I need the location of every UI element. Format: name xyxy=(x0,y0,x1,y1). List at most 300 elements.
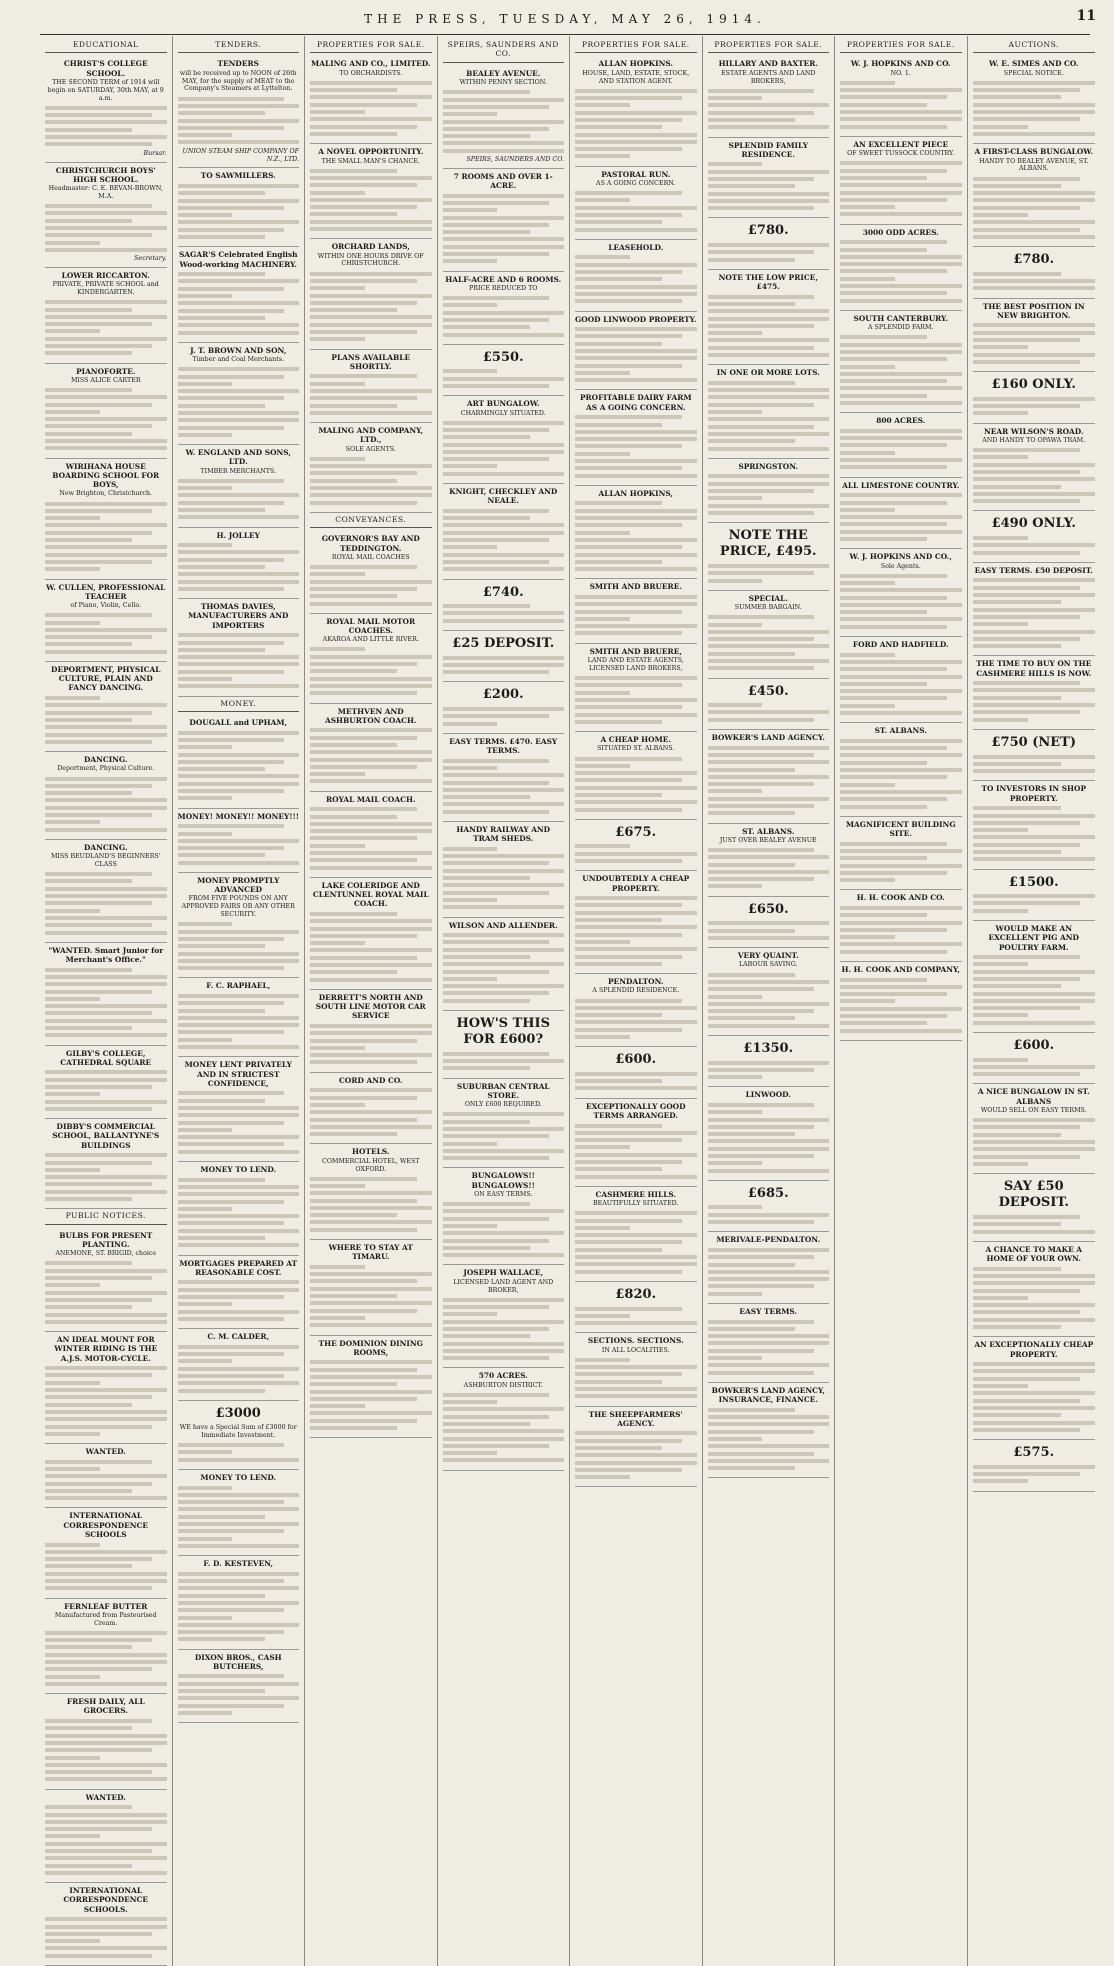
ad-title: BOWKER'S LAND AGENCY. xyxy=(711,733,825,743)
ad-signature: Secretary. xyxy=(134,255,167,263)
ad-title: VERY QUAINT. xyxy=(737,951,799,961)
ad-price: £600. xyxy=(1013,1038,1055,1054)
ad-body-text xyxy=(973,1362,1096,1432)
ad-title: ALL LIMESTONE COUNTRY. xyxy=(842,480,960,490)
advertisement xyxy=(310,239,432,349)
ad-body-text xyxy=(708,1061,830,1080)
ad-body: Sole Agents. xyxy=(880,562,921,570)
ad-body-text xyxy=(45,1543,167,1591)
ad-title: WIRIHANA HOUSE BOARDING SCHOOL FOR BOYS, xyxy=(52,461,160,490)
ad-body-text xyxy=(575,1124,697,1179)
ad-body-text xyxy=(575,327,697,382)
advertisement xyxy=(973,1084,1096,1174)
ad-body-text xyxy=(45,1070,167,1110)
ad-title: DANCING. xyxy=(83,755,128,765)
advertisement xyxy=(178,715,300,809)
ad-title: ST. ALBANS. xyxy=(742,826,795,836)
ad-body-text xyxy=(310,1177,432,1232)
masthead-title: THE PRESS, TUESDAY, MAY 26, 1914. xyxy=(364,12,766,26)
ad-body-text xyxy=(310,1360,432,1430)
ad-body-text xyxy=(708,243,830,262)
ad-price: £780. xyxy=(747,223,789,239)
advertisement xyxy=(45,268,167,364)
ad-body-text xyxy=(708,1408,830,1470)
ad-title: THE TIME TO BUY ON THE CASHMERE HILLS IS NOW. xyxy=(976,659,1092,678)
ad-body-text xyxy=(575,999,697,1039)
ad-body-text xyxy=(708,1320,830,1375)
advertisement xyxy=(178,1057,300,1162)
ad-body-text xyxy=(973,681,1096,721)
ad-title: METHVEN AND ASHBURTON COACH. xyxy=(324,706,417,725)
ad-body: COMMERCIAL HOTEL, WEST OXFORD. xyxy=(322,1157,420,1173)
ad-body-text xyxy=(708,615,830,670)
column-heading: PROPERTIES FOR SALE. xyxy=(708,38,830,53)
ad-title: MORTGAGES PREPARED AT REASONABLE COST. xyxy=(179,1258,298,1277)
column-heading: PROPERTIES FOR SALE. xyxy=(575,38,697,53)
ad-price: £675. xyxy=(615,824,657,840)
ad-body-text xyxy=(178,994,300,1049)
ad-body-text xyxy=(973,448,1096,503)
ad-title: A CHEAP HOME. xyxy=(600,735,671,745)
ad-body-text xyxy=(45,106,167,146)
advertisement xyxy=(178,873,300,978)
ad-body-text xyxy=(708,973,830,1028)
advertisement xyxy=(45,1046,167,1120)
ad-body-text xyxy=(443,1202,565,1257)
advertisement xyxy=(45,1508,167,1598)
ad-body-text xyxy=(443,421,565,476)
advertisement xyxy=(443,682,565,733)
advertisement xyxy=(45,1332,167,1444)
ad-body-text xyxy=(443,194,565,264)
ad-body-text xyxy=(178,824,300,864)
ad-title: LOWER RICCARTON. xyxy=(61,270,150,280)
ad-title: MONEY TO LEND. xyxy=(200,1165,277,1175)
advertisement xyxy=(973,1242,1096,1337)
ad-body-text xyxy=(178,1091,300,1153)
ad-body-text xyxy=(310,169,432,231)
advertisement xyxy=(443,1368,565,1470)
advertisement xyxy=(973,1033,1096,1084)
ad-price: £780. xyxy=(1013,252,1055,268)
ad-body: SPECIAL NOTICE. xyxy=(1003,69,1064,77)
ad-title: H. H. COOK AND CO. xyxy=(856,893,945,903)
ad-body-text xyxy=(840,335,962,405)
ad-body: of Piano, Violin, Cello. xyxy=(70,602,142,610)
ad-body-text xyxy=(178,1178,300,1248)
advertisement xyxy=(45,662,167,752)
ad-body-text xyxy=(708,381,830,451)
ad-title: INTERNATIONAL CORRESPONDENCE SCHOOLS xyxy=(63,1511,149,1539)
ad-title: MALING AND COMPANY, LTD., xyxy=(318,426,424,445)
ad-title: WILSON AND ALLENDER. xyxy=(448,920,558,930)
column-heading: PROPERTIES FOR SALE. xyxy=(840,38,962,53)
ad-body-text xyxy=(178,1674,300,1714)
ad-title: EASY TERMS. £50 DEPOSIT. xyxy=(974,565,1093,575)
advertisement xyxy=(708,1232,830,1304)
advertisement xyxy=(840,311,962,413)
ad-body-text xyxy=(45,388,167,450)
ad-body-text xyxy=(45,1631,167,1686)
ad-body: A SPLENDID FARM. xyxy=(867,324,934,332)
ad-body: ASHBURTON DISTRICT. xyxy=(463,1381,543,1389)
advertisement xyxy=(575,56,697,166)
ad-body: Deportment, Physical Culture. xyxy=(57,765,155,773)
ad-body: New Brighton, Christchurch. xyxy=(59,490,153,498)
ad-body-text xyxy=(973,955,1096,1025)
ad-body-text xyxy=(310,912,432,982)
ad-title: ORCHARD LANDS, xyxy=(331,242,410,252)
ad-price: £550. xyxy=(482,349,524,365)
ad-title: CORD AND CO. xyxy=(339,1075,403,1085)
ad-title: SOUTH CANTERBURY. xyxy=(853,313,948,323)
advertisement xyxy=(310,531,432,613)
advertisement xyxy=(973,563,1096,657)
advertisement xyxy=(310,704,432,792)
advertisement xyxy=(443,169,565,272)
ad-title: ROYAL MAIL COACH. xyxy=(325,794,416,804)
ad-body-text xyxy=(973,1465,1096,1484)
ad-body-text xyxy=(45,872,167,934)
ad-title: HALF-ACRE AND 6 ROOMS. xyxy=(445,274,562,284)
ad-title: PIANOFORTE. xyxy=(76,366,136,376)
ad-body-text xyxy=(708,703,830,722)
advertisement xyxy=(178,1470,300,1556)
ad-body-text xyxy=(973,177,1096,239)
ad-title: WANTED. xyxy=(85,1447,126,1457)
advertisement xyxy=(708,1087,830,1181)
ad-body-text xyxy=(973,81,1096,136)
ad-title: MONEY TO LEND. xyxy=(200,1472,277,1482)
ad-title: 570 ACRES. xyxy=(478,1371,528,1381)
ad-body: HANDY TO BEALEY AVENUE, ST. ALBANS. xyxy=(979,157,1089,173)
ad-body-text xyxy=(973,755,1096,774)
ad-body-text xyxy=(310,374,432,414)
advertisement xyxy=(45,943,167,1046)
advertisement xyxy=(840,962,962,1041)
advertisement xyxy=(575,312,697,391)
ad-body-text xyxy=(178,272,300,334)
ad-body: ANEMONE, ST. BRIGID, choice xyxy=(55,1250,157,1258)
ad-body: THE SECOND TERM of 1914 will begin on SATURDAY, 30th MAY, at 9 a.m. xyxy=(47,78,164,102)
advertisement xyxy=(708,1181,830,1232)
ad-body: will be received up to NOON of 26th MAY, for the supply of MEAT to the Company's Steamers at Lyttelton. xyxy=(179,69,297,93)
ad-price: £650. xyxy=(747,901,789,917)
ad-title: A FIRST-CLASS BUNGALOW. xyxy=(974,147,1094,157)
ad-body-text xyxy=(840,653,962,715)
ad-body-text xyxy=(443,90,565,152)
ad-body-text xyxy=(178,367,300,437)
column-heading: AUCTIONS. xyxy=(973,38,1096,53)
advertisement xyxy=(840,478,962,550)
ad-title: W. J. HOPKINS AND CO., xyxy=(849,552,952,562)
ad-title: HANDY RAILWAY AND TRAM SHEDS. xyxy=(456,825,551,844)
ad-body: PRICE REDUCED TO xyxy=(469,284,538,292)
advertisement xyxy=(443,1079,565,1169)
ad-title: ALLAN HOPKINS. xyxy=(598,59,673,69)
advertisement xyxy=(575,820,697,871)
ad-title: GOOD LINWOOD PROPERTY. xyxy=(575,314,697,324)
column xyxy=(438,36,571,1966)
ad-body: SITUATED ST. ALBANS. xyxy=(597,745,675,753)
ad-title: LAKE COLERIDGE AND CLENTUNNEL ROYAL MAIL COACH. xyxy=(312,880,429,909)
ad-price: SAY £50 DEPOSIT. xyxy=(998,1179,1069,1211)
ad-body-text xyxy=(575,844,697,863)
ad-price: £490 ONLY. xyxy=(991,516,1076,532)
advertisement xyxy=(708,523,830,591)
ad-body-text xyxy=(840,161,962,216)
ad-body-text xyxy=(973,323,1096,363)
column-heading: EDUCATIONAL xyxy=(45,38,167,53)
ad-body-text xyxy=(310,728,432,783)
advertisement xyxy=(178,1256,300,1330)
ad-body: MISS BEUDLAND'S BEGINNERS' CLASS xyxy=(50,853,161,868)
ad-body-text xyxy=(708,1205,830,1224)
ad-body-text xyxy=(310,1265,432,1327)
ad-body-text xyxy=(443,847,565,909)
ad-body-text xyxy=(443,369,565,388)
advertisement xyxy=(575,871,697,974)
ad-body-text xyxy=(708,564,830,583)
ad-body-text xyxy=(575,1358,697,1398)
ad-title: SPRINGSTON. xyxy=(738,461,799,471)
ad-body-text xyxy=(575,1211,697,1273)
ad-title: ST. ALBANS. xyxy=(874,726,927,736)
ad-signature: UNION STEAM SHIP COMPANY OF N.Z., LTD. xyxy=(182,147,299,163)
ad-body-text xyxy=(575,896,697,966)
advertisement xyxy=(840,413,962,477)
ad-body-text xyxy=(178,633,300,688)
advertisement xyxy=(708,679,830,730)
ad-title: PASTORAL RUN. xyxy=(601,169,671,179)
ad-title: WOULD MAKE AN EXCELLENT PIG AND POULTRY FARM. xyxy=(988,924,1079,952)
ad-title: SMITH AND BRUERE, xyxy=(589,646,682,656)
advertisement xyxy=(575,167,697,240)
advertisement xyxy=(708,897,830,948)
ad-title: INTERNATIONAL CORRESPONDENCE SCHOOLS. xyxy=(63,1886,149,1914)
ad-price: £1350. xyxy=(743,1040,794,1056)
advertisement xyxy=(840,56,962,136)
advertisement xyxy=(575,1187,697,1282)
ad-body-text xyxy=(575,1307,697,1326)
advertisement xyxy=(178,1650,300,1724)
advertisement xyxy=(310,1240,432,1335)
ad-body-text xyxy=(708,848,830,888)
advertisement xyxy=(708,591,830,679)
column xyxy=(570,36,703,1966)
ad-title: SPECIAL. xyxy=(748,593,788,603)
ad-body: WE have a Special Sum of £3000 for Immediate Investment. xyxy=(179,1424,297,1439)
ad-title: F. C. RAPHAEL, xyxy=(206,981,271,991)
ad-title: GOVERNOR'S BAY AND TEDDINGTON. xyxy=(321,534,420,553)
ad-title: C. M. CALDER, xyxy=(207,1332,270,1342)
ad-body-text xyxy=(973,1118,1096,1166)
ad-body: ESTATE AGENTS AND LAND BROKERS, xyxy=(721,69,816,85)
advertisement xyxy=(45,1119,167,1209)
ad-body-text xyxy=(443,1393,565,1463)
ad-body-text xyxy=(443,1112,565,1160)
advertisement xyxy=(178,1401,300,1470)
ad-title: "WANTED. Smart Junior for Merchant's Office." xyxy=(48,945,164,965)
column xyxy=(703,36,836,1966)
ad-body: FROM FIVE POUNDS ON ANY APPROVED FAIRS OR ANY OTHER SECURITY. xyxy=(181,895,295,919)
ad-body: AKAROA AND LITTLE RIVER. xyxy=(322,636,419,644)
ad-body-text xyxy=(443,604,565,623)
ad-title: UNDOUBTEDLY A CHEAP PROPERTY. xyxy=(582,874,690,893)
ad-title: MONEY PROMPTLY ADVANCED xyxy=(197,875,280,895)
ad-body-text xyxy=(973,894,1096,913)
ad-title: 7 ROOMS AND OVER 1-ACRE. xyxy=(453,171,553,191)
advertisement xyxy=(45,163,167,268)
ad-body-text xyxy=(708,295,830,357)
advertisement xyxy=(708,270,830,365)
advertisement xyxy=(840,890,962,962)
ad-title: EXCEPTIONALLY GOOD TERMS ARRANGED. xyxy=(585,1101,686,1120)
ad-price: £450. xyxy=(747,683,789,699)
ad-title: LEASEHOLD. xyxy=(608,242,664,252)
ad-body-text xyxy=(708,474,830,514)
advertisement xyxy=(973,511,1096,562)
ad-price: £160 ONLY. xyxy=(991,377,1076,393)
advertisement xyxy=(178,528,300,600)
advertisement xyxy=(840,817,962,891)
advertisement xyxy=(443,1265,565,1368)
ad-body-text xyxy=(178,1572,300,1642)
ad-title: BUNGALOWS!! BUNGALOWS!! xyxy=(471,1171,535,1190)
ad-price: £750 (NET) xyxy=(991,734,1076,750)
advertisement xyxy=(45,459,167,580)
ad-body-text xyxy=(443,707,565,726)
ad-body-text xyxy=(310,1024,432,1064)
ad-title: TO SAWMILLERS. xyxy=(200,171,276,181)
ad-title: THE BEST POSITION IN NEW BRIGHTON. xyxy=(982,301,1085,320)
ad-body-text xyxy=(45,1366,167,1436)
ad-body-text xyxy=(178,97,300,145)
advertisement xyxy=(45,364,167,459)
ad-body: SUMMER BARGAIN. xyxy=(734,604,802,612)
ad-title: W. E. SIMES AND CO. xyxy=(988,59,1079,69)
column xyxy=(173,36,306,1966)
advertisement xyxy=(178,978,300,1057)
advertisement xyxy=(443,918,565,1012)
column xyxy=(968,36,1101,1966)
advertisement xyxy=(973,372,1096,423)
ad-title: SECTIONS. SECTIONS. xyxy=(587,1336,684,1346)
ad-body-text xyxy=(178,1486,300,1548)
advertisement xyxy=(708,218,830,269)
advertisement xyxy=(443,1168,565,1265)
ad-title: ALLAN HOPKINS, xyxy=(598,488,673,498)
advertisement xyxy=(310,878,432,990)
advertisement xyxy=(973,299,1096,373)
ad-title: SMITH AND BRUERE. xyxy=(589,582,682,592)
ad-title: NOTE THE LOW PRICE, £475. xyxy=(718,272,818,292)
ad-body-text xyxy=(45,1261,167,1323)
ad-body-text xyxy=(443,1298,565,1360)
ad-title: H. JOLLEY xyxy=(216,530,260,540)
advertisement xyxy=(840,723,962,817)
advertisement xyxy=(973,56,1096,144)
ad-title: DOUGALL and UPHAM, xyxy=(189,718,288,728)
ad-body-text xyxy=(45,968,167,1038)
advertisement xyxy=(310,1144,432,1240)
ad-body-text xyxy=(708,746,830,816)
advertisement xyxy=(575,1333,697,1406)
page-number: 11 xyxy=(1076,8,1096,24)
ad-body-text xyxy=(45,1719,167,1781)
advertisement xyxy=(310,423,432,513)
ad-title: SPLENDID FAMILY RESIDENCE. xyxy=(728,140,808,159)
ad-title: H. H. COOK AND COMPANY, xyxy=(841,965,960,975)
advertisement xyxy=(45,840,167,943)
ad-body-text xyxy=(840,574,962,629)
ad-body-text xyxy=(973,806,1096,861)
advertisement xyxy=(973,144,1096,247)
ad-body: PRIVATE, PRIVATE SCHOOL and KINDERGARTEN. xyxy=(52,281,159,297)
ad-title: EASY TERMS. £470. EASY TERMS. xyxy=(449,736,558,756)
advertisement xyxy=(178,1162,300,1256)
advertisement xyxy=(973,247,1096,298)
advertisement xyxy=(45,1790,167,1884)
ad-body-text xyxy=(973,272,1096,291)
advertisement xyxy=(443,631,565,682)
ad-body: JUST OVER BEALEY AVENUE xyxy=(719,836,817,844)
ad-body-text xyxy=(178,1443,300,1462)
ad-title: 3000 ODD ACRES. xyxy=(862,227,939,237)
ad-body-text xyxy=(973,397,1096,416)
ad-price: £685. xyxy=(747,1185,789,1201)
advertisement xyxy=(708,459,830,523)
advertisement xyxy=(575,240,697,312)
ad-title: JOSEPH WALLACE, xyxy=(463,1268,544,1278)
advertisement xyxy=(178,1556,300,1650)
ad-price: £3000 xyxy=(215,1405,261,1421)
ad-body: TO ORCHARDISTS. xyxy=(339,69,403,77)
ad-body-text xyxy=(443,656,565,675)
ad-body-text xyxy=(45,1153,167,1201)
advertisement xyxy=(708,365,830,459)
ad-body-text xyxy=(310,647,432,695)
ad-title: NEAR WILSON'S ROAD. xyxy=(983,426,1084,436)
advertisement xyxy=(575,579,697,643)
ad-title: AN EXCELLENT PIECE xyxy=(853,139,949,149)
ad-body: NO. 1. xyxy=(890,69,911,77)
ad-title: CHRISTCHURCH BOYS' HIGH SCHOOL. xyxy=(55,165,156,184)
column xyxy=(835,36,968,1966)
ad-body-text xyxy=(575,501,697,571)
ad-body-text xyxy=(45,696,167,744)
ad-title: PENDALTON. xyxy=(608,977,664,987)
column-heading: TENDERS. xyxy=(178,38,300,53)
ad-body-text xyxy=(178,184,300,239)
ad-body-text xyxy=(708,162,830,210)
ad-body: Manufactured from Pasteurised Cream. xyxy=(54,1611,157,1627)
ad-price: £740. xyxy=(482,584,524,600)
ad-body-text xyxy=(178,1345,300,1393)
ad-body-text xyxy=(708,1248,830,1296)
ad-body-text xyxy=(840,978,962,1033)
column xyxy=(40,36,173,1966)
ad-body-text xyxy=(178,1280,300,1320)
ad-body-text xyxy=(443,933,565,1003)
ad-body: SOLE AGENTS. xyxy=(345,445,396,453)
advertisement xyxy=(178,247,300,342)
ad-body-text xyxy=(45,502,167,572)
advertisement xyxy=(45,1444,167,1508)
ad-body: IN ALL LOCALITIES. xyxy=(601,1346,670,1354)
ad-body-text xyxy=(45,1805,167,1875)
advertisement xyxy=(708,948,830,1036)
